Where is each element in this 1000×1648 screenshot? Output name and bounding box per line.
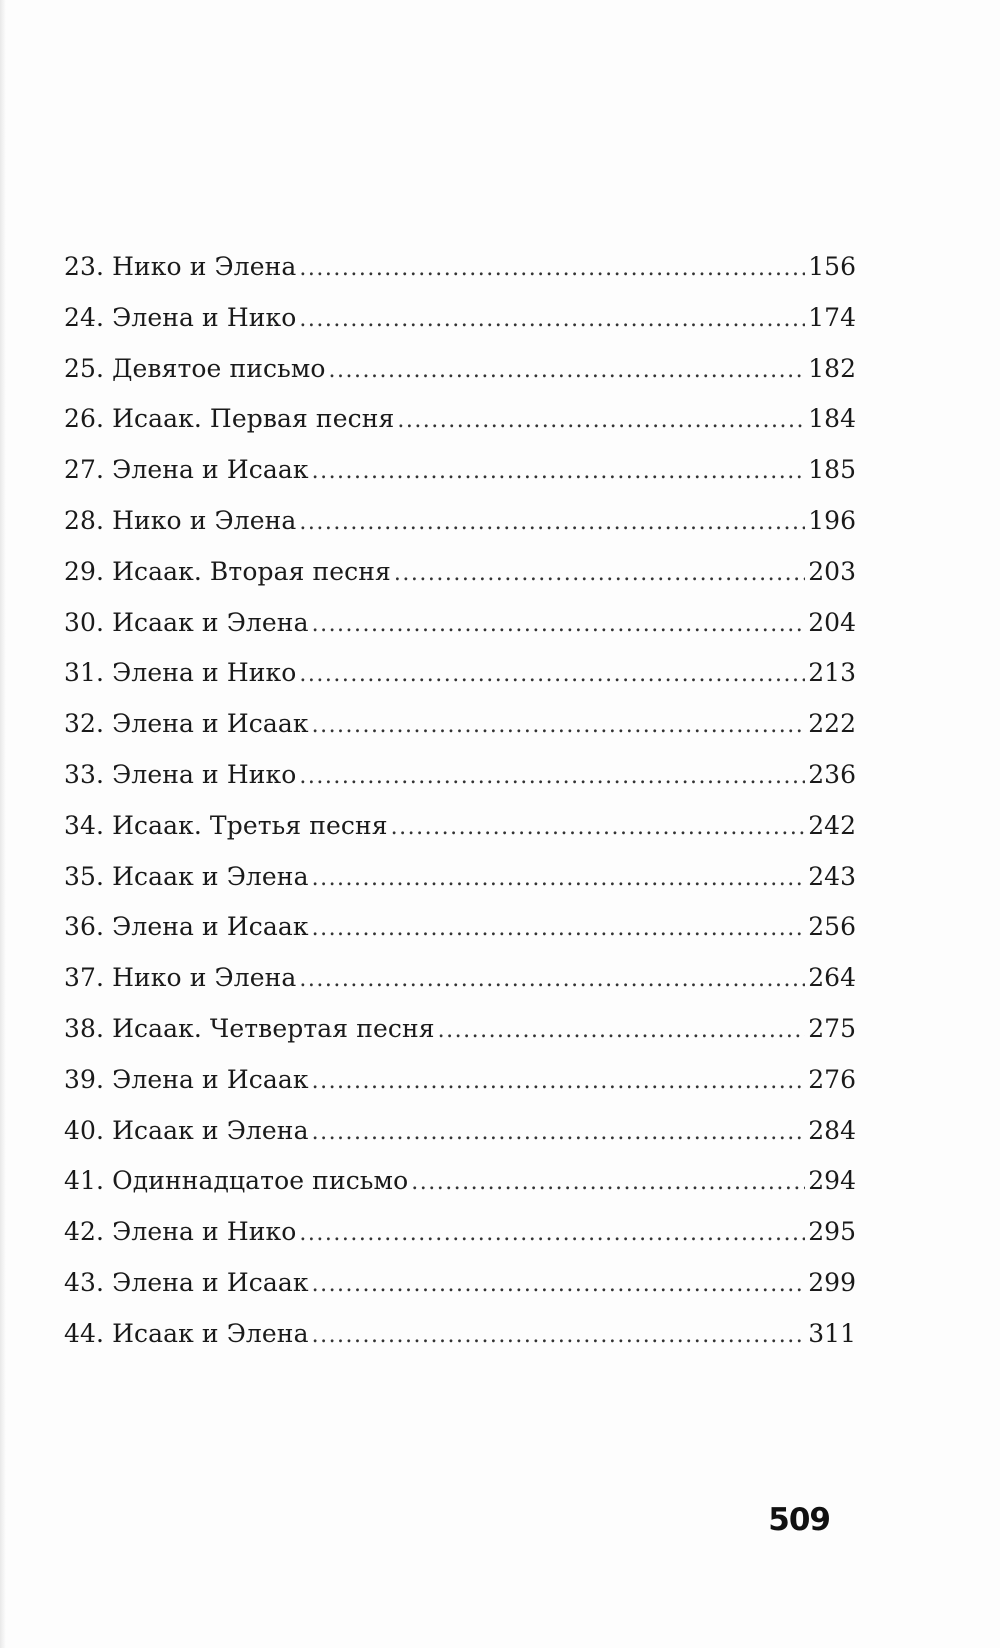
toc-entry: [64, 1207, 856, 1258]
page-edge-shadow: [0, 0, 6, 1648]
dot-leader: [299, 295, 805, 346]
toc-entry: [64, 394, 856, 445]
dot-leader: [329, 346, 806, 397]
toc-entry-page: 156: [808, 252, 856, 281]
toc-entry-page: 299: [808, 1267, 856, 1297]
toc-entry: [64, 1258, 856, 1309]
dot-leader: [312, 1260, 806, 1311]
toc-entry: [64, 699, 856, 750]
toc-entry-title: 43. Элена и Исаак: [64, 1267, 309, 1297]
toc-entry-title: 35. Исаак и Элена: [64, 861, 309, 891]
dot-leader: [397, 396, 805, 447]
toc-entry-page: 264: [808, 963, 856, 993]
toc-entry-page: 222: [808, 709, 856, 739]
toc-entry-title: 24. Элена и Нико: [64, 302, 297, 332]
toc-entry-page: 242: [808, 810, 856, 840]
toc-entry-title: 42. Элена и Нико: [64, 1217, 297, 1247]
toc-entry: [64, 750, 856, 801]
dot-leader: [438, 1006, 806, 1057]
dot-leader: [312, 447, 806, 498]
toc-entry: [64, 242, 856, 293]
toc-entry: [64, 1004, 856, 1055]
toc-entry-page: 295: [808, 1217, 856, 1247]
dot-leader: [411, 1158, 805, 1209]
dot-leader: [312, 1311, 806, 1362]
dot-leader: [299, 752, 805, 803]
toc-entry-title: 25. Девятое письмо: [64, 353, 326, 383]
dot-leader: [299, 955, 805, 1006]
page-number: 509: [768, 1502, 830, 1538]
toc-entry-page: 174: [808, 302, 856, 332]
toc-entry-page: 275: [808, 1013, 856, 1043]
toc-entry-title: 32. Элена и Исаак: [64, 709, 309, 739]
table-of-contents: [64, 242, 856, 1360]
dot-leader: [299, 1209, 805, 1260]
toc-entry-title: 34. Исаак. Третья песня: [64, 810, 388, 840]
dot-leader: [312, 854, 806, 905]
toc-entry-page: 243: [808, 861, 856, 891]
toc-entry-title: 27. Элена и Исаак: [64, 455, 309, 485]
toc-entry-title: 33. Элена и Нико: [64, 759, 297, 789]
toc-entry: [64, 293, 856, 344]
toc-entry-page: 204: [808, 607, 856, 637]
toc-entry-page: 284: [808, 1115, 856, 1145]
toc-entry: [64, 801, 856, 852]
toc-entry-page: 185: [808, 455, 856, 485]
toc-entry: [64, 496, 856, 547]
toc-entry-page: 196: [808, 505, 856, 535]
dot-leader: [312, 701, 806, 752]
toc-entry: [64, 445, 856, 496]
toc-entry-page: 276: [808, 1064, 856, 1094]
toc-entry-page: 294: [808, 1166, 856, 1196]
toc-entry-title: 39. Элена и Исаак: [64, 1064, 309, 1094]
toc-entry-title: 30. Исаак и Элена: [64, 607, 309, 637]
dot-leader: [299, 650, 805, 701]
toc-entry: [64, 852, 856, 903]
toc-entry-title: 37. Нико и Элена: [64, 963, 297, 993]
toc-entry-page: 184: [808, 404, 856, 434]
dot-leader: [299, 244, 805, 295]
toc-entry: [64, 953, 856, 1004]
toc-entry-page: 182: [808, 353, 856, 383]
toc-entry: [64, 902, 856, 953]
toc-entry: [64, 1055, 856, 1106]
toc-entry: [64, 547, 856, 598]
dot-leader: [312, 600, 806, 651]
toc-entry-page: 236: [808, 759, 856, 789]
dot-leader: [394, 549, 805, 600]
dot-leader: [312, 904, 806, 955]
toc-entry-page: 213: [808, 658, 856, 688]
dot-leader: [299, 498, 805, 549]
toc-entry-page: 256: [808, 912, 856, 942]
toc-entry-title: 41. Одиннадцатое письмо: [64, 1166, 409, 1196]
toc-entry: [64, 1309, 856, 1360]
toc-entry-title: 26. Исаак. Первая песня: [64, 404, 395, 434]
toc-entry-page: 311: [808, 1318, 856, 1348]
toc-entry-title: 23. Нико и Элена: [64, 252, 297, 281]
toc-entry: [64, 1106, 856, 1157]
toc-entry: [64, 344, 856, 395]
toc-entry: [64, 648, 856, 699]
toc-entry-title: 40. Исаак и Элена: [64, 1115, 309, 1145]
toc-entry: [64, 1156, 856, 1207]
toc-entry-title: 36. Элена и Исаак: [64, 912, 309, 942]
dot-leader: [312, 1057, 806, 1108]
toc-entry-title: 44. Исаак и Элена: [64, 1318, 309, 1348]
toc-entry-title: 29. Исаак. Вторая песня: [64, 556, 391, 586]
dot-leader: [391, 803, 806, 854]
toc-entry-title: 38. Исаак. Четвертая песня: [64, 1013, 435, 1043]
dot-leader: [312, 1108, 806, 1159]
toc-entry-title: 31. Элена и Нико: [64, 658, 297, 688]
toc-entry-page: 203: [808, 556, 856, 586]
toc-entry-title: 28. Нико и Элена: [64, 505, 297, 535]
toc-entry: [64, 598, 856, 649]
